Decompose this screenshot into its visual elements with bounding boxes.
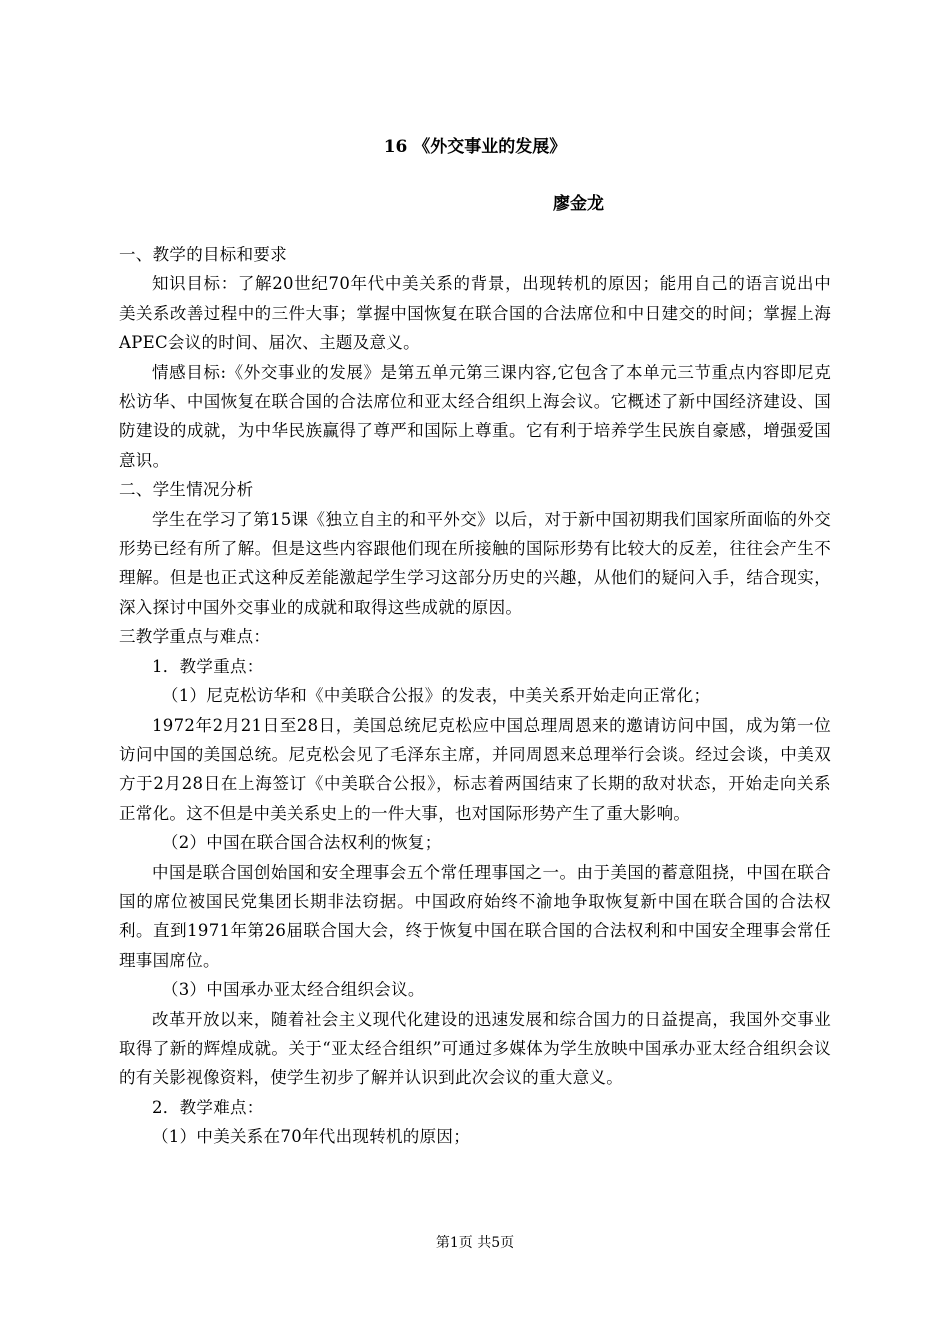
author-name: 廖金龙 [553, 194, 604, 214]
page-footer: 第1页 共5页 [435, 1235, 515, 1251]
paragraph: 学生在学习了第15课《独立自主的和平外交》以后，对于新中国初期我们国家所面临的外交形势已经有所了解。但是这些内容跟他们现在所接触的国际形势有比较大的反差，往往会产生不理解。但是也正式这种反差能激起学生学习这部分历史的兴趣，从他们的疑问入手，结合现实，深入探讨中国外交事业的成就和取得这些成就的原因。 [119, 509, 831, 617]
section-heading: 二、学生情况分析 [119, 480, 254, 500]
subsection-heading: 1．教学重点： [152, 656, 264, 676]
list-item-heading: （3）中国承办亚太经合组织会议。 [161, 980, 425, 1000]
list-item-heading: （2）中国在联合国合法权利的恢复； [161, 833, 442, 853]
section-heading: 三教学重点与难点： [119, 627, 271, 647]
document-title: 16 《外交事业的发展》 [383, 137, 567, 157]
list-item-heading: （1）尼克松访华和《中美联合公报》的发表，中美关系开始走向正常化； [161, 686, 711, 706]
paragraph: 改革开放以来，随着社会主义现代化建设的迅速发展和综合国力的日益提高，我国外交事业取得了新的辉煌成就。关于“亚太经合组织”可通过多媒体为学生放映中国承办亚太经合组织会议的有关影视像资料，使学生初步了解并认识到此次会议的重大意义。 [119, 1009, 831, 1088]
paragraph: 情感目标:《外交事业的发展》是第五单元第三课内容,它包含了本单元三节重点内容即尼克松访华、中国恢复在联合国的合法席位和亚太经合组织上海会议。它概述了新中国经济建设、国防建设的成就，为中华民族赢得了尊严和国际上尊重。它有利于培养学生民族自豪感，增强爱国意识。 [119, 362, 831, 470]
subsection-heading: 2．教学难点： [152, 1097, 264, 1117]
list-item-heading: （1）中美关系在70年代出现转机的原因； [152, 1127, 470, 1147]
paragraph: 中国是联合国创始国和安全理事会五个常任理事国之一。由于美国的蓄意阻挠，中国在联合国的席位被国民党集团长期非法窃据。中国政府始终不渝地争取恢复新中国在联合国的合法权利。直到1971年第26届联合国大会，终于恢复中国在联合国的合法权利和中国安全理事会常任理事国席位。 [119, 862, 831, 970]
paragraph: 1972年2月21日至28日，美国总统尼克松应中国总理周恩来的邀请访问中国，成为第一位访问中国的美国总统。尼克松会见了毛泽东主席，并同周恩来总理举行会谈。经过会谈，中美双方于2月28日在上海签订《中美联合公报》，标志着两国结束了长期的敌对状态，开始走向关系正常化。这不但是中美关系史上的一件大事，也对国际形势产生了重大影响。 [119, 715, 831, 823]
section-heading: 一、教学的目标和要求 [119, 245, 287, 264]
paragraph: 知识目标：了解20世纪70年代中美关系的背景，出现转机的原因；能用自己的语言说出中美关系改善过程中的三件大事；掌握中国恢复在联合国的合法席位和中日建交的时间；掌握上海APEC会议的时间、届次、主题及意义。 [119, 274, 831, 353]
document-body [119, 240, 831, 1152]
